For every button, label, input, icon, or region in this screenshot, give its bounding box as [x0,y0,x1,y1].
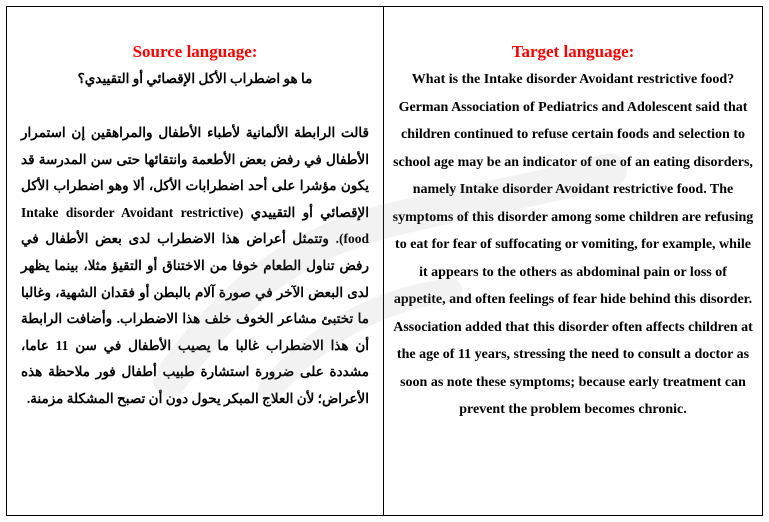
source-question: ما هو اضطراب الأكل الإقصائي أو التقييدي؟ [77,71,313,86]
translation-table [6,6,763,516]
target-cell [384,7,763,516]
table-row [7,7,763,516]
target-heading: Target language: [511,42,635,61]
source-heading: Source language: [132,42,258,61]
target-question: What is the Intake disorder Avoidant restrictive food? [411,72,735,87]
target-paragraph: German Association of Pediatrics and Adolescent said that children continued to refuse certain foods and selection to school age may be an indicator of one of an eating disorders, namely Intake disorder Avoidant restrictive food. The symptoms of this disorder among some children are refusing to eat for fear of suffocating or vomiting, for example, while it appears to the others as abdominal pain or loss of appetite, and often feelings of fear hide behind this disorder. Association added that this disorder often affects children at the age of 11 years, stressing the need to consult a doctor as soon as note these symptoms; because early treatment can prevent the problem becomes chronic. [392,99,754,417]
source-cell [7,7,384,516]
source-paragraph: قالت الرابطة الألمانية لأطباء الأطفال والمراهقين إن استمرار الأطفال في رفض بعض الأطعمة وانتقائها حتى سن المدرسة قد يكون مؤشرا على أحد اضطرابات الأكل، ألا وهو اضطراب الأكل الإقصائي أو التقييدي (Intake disorder Avoidant restrictive food). وتتمثل أعراض هذا الاضطراب لدى بعض الأطفال في رفض تناول الطعام خوفا من الاختناق أو التقيؤ مثلا، بينما يظهر لدى البعض الآخر في صورة آلام بالبطن أو فقدان الشهية، وغالبا ما تختبئ مشاعر الخوف خلف هذا الاضطراب. وأضافت الرابطة أن هذا الاضطراب غالبا ما يصيب الأطفال في سن 11 عاما، مشددة على ضرورة استشارة طبيب أطفال فور ملاحظة هذه الأعراض؛ لأن العلاج المبكر يحول دون أن تصبح المشكلة مزمنة. [21,125,369,406]
